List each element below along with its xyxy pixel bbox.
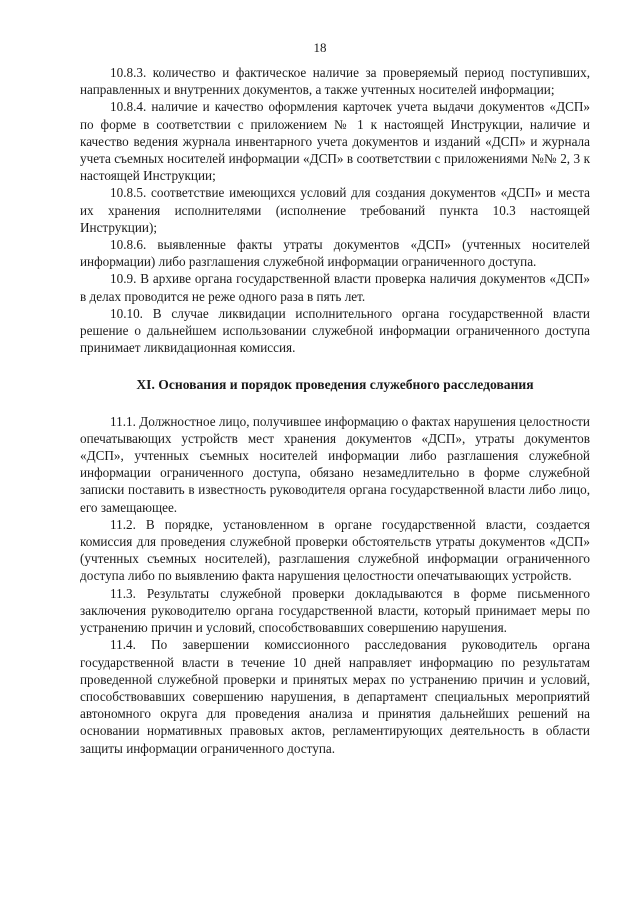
paragraph-11-3: 11.3. Результаты служебной проверки докладываются в форме письменного заключения руководителю органа государственной власти, который принимает меры по устранению причин и условий, способствовавших совершению нарушения. — [80, 585, 590, 636]
paragraph-10-9: 10.9. В архиве органа государственной власти проверка наличия документов «ДСП» в делах проводится не реже одного раза в пять лет. — [80, 271, 590, 304]
paragraph-10-8-6: 10.8.6. выявленные факты утраты документов «ДСП» (учтенных носителей информации) либо разглашения служебной информации ограниченного доступа. — [80, 237, 590, 270]
paragraph-11-1: 11.1. Должностное лицо, получившее информацию о фактах нарушения целостности опечатывающих устройств мест хранения документов «ДСП», утраты документов «ДСП», учтенных съемных носителей информации либо разглашения служебной информации ограниченного доступа, обязано незамедлительно в форме служебной записки поставить в известность руководителя органа государственной власти либо лицо, его замещающее. — [80, 413, 590, 515]
paragraph-10-8-5: 10.8.5. соответствие имеющихся условий для создания документов «ДСП» и места их хранения исполнителями (исполнение требований пункта 10.3 настоящей Инструкции); — [80, 185, 590, 235]
paragraph-10-10: 10.10. В случае ликвидации исполнительного органа государственной власти решение о дальнейшем использовании служебной информации ограниченного доступа принимает ликвидационная комиссия. — [80, 305, 590, 356]
paragraph-11-4: 11.4. По завершении комиссионного расследования руководитель органа государственной власти в течение 10 дней направляет информацию по результатам проведенной служебной проверки и принятых мерах по устранению причин и условий, способствовавших совершению нарушения, в департамент специальных мероприятий автономного округа для проведения анализа и принятия дальнейших решений на основании нормативных правовых актов, регламентирующих деятельность в области защиты информации ограниченного доступа. — [80, 637, 590, 756]
paragraph-10-8-4: 10.8.4. наличие и качество оформления карточек учета выдачи документов «ДСП» по форме в соответствии с приложением № 1 к настоящей Инструкции, наличие и качество ведения журнала инвентарного учета документов и изданий «ДСП» и журнала учета съемных носителей информации «ДСП» в соответствии с приложениями №№ 2, 3 к настоящей Инструкции; — [80, 99, 590, 184]
paragraph-11-2: 11.2. В порядке, установленном в органе государственной власти, создается комиссия для проведения служебной проверки обстоятельств утраты документов «ДСП» (учтенных съемных носителей), разглашения служебной информации ограниченного доступа либо по выявлению факта нарушения целостности опечатывающих устройств. — [80, 516, 590, 584]
document-body — [80, 64, 590, 757]
page-number: 18 — [313, 40, 327, 55]
section-heading: XI. Основания и порядок проведения служебного расследования — [136, 377, 534, 393]
paragraph-10-8-3: 10.8.3. количество и фактическое наличие за проверяемый период поступивших, направленных и внутренних документов, а также учтенных носителей информации; — [80, 65, 590, 98]
